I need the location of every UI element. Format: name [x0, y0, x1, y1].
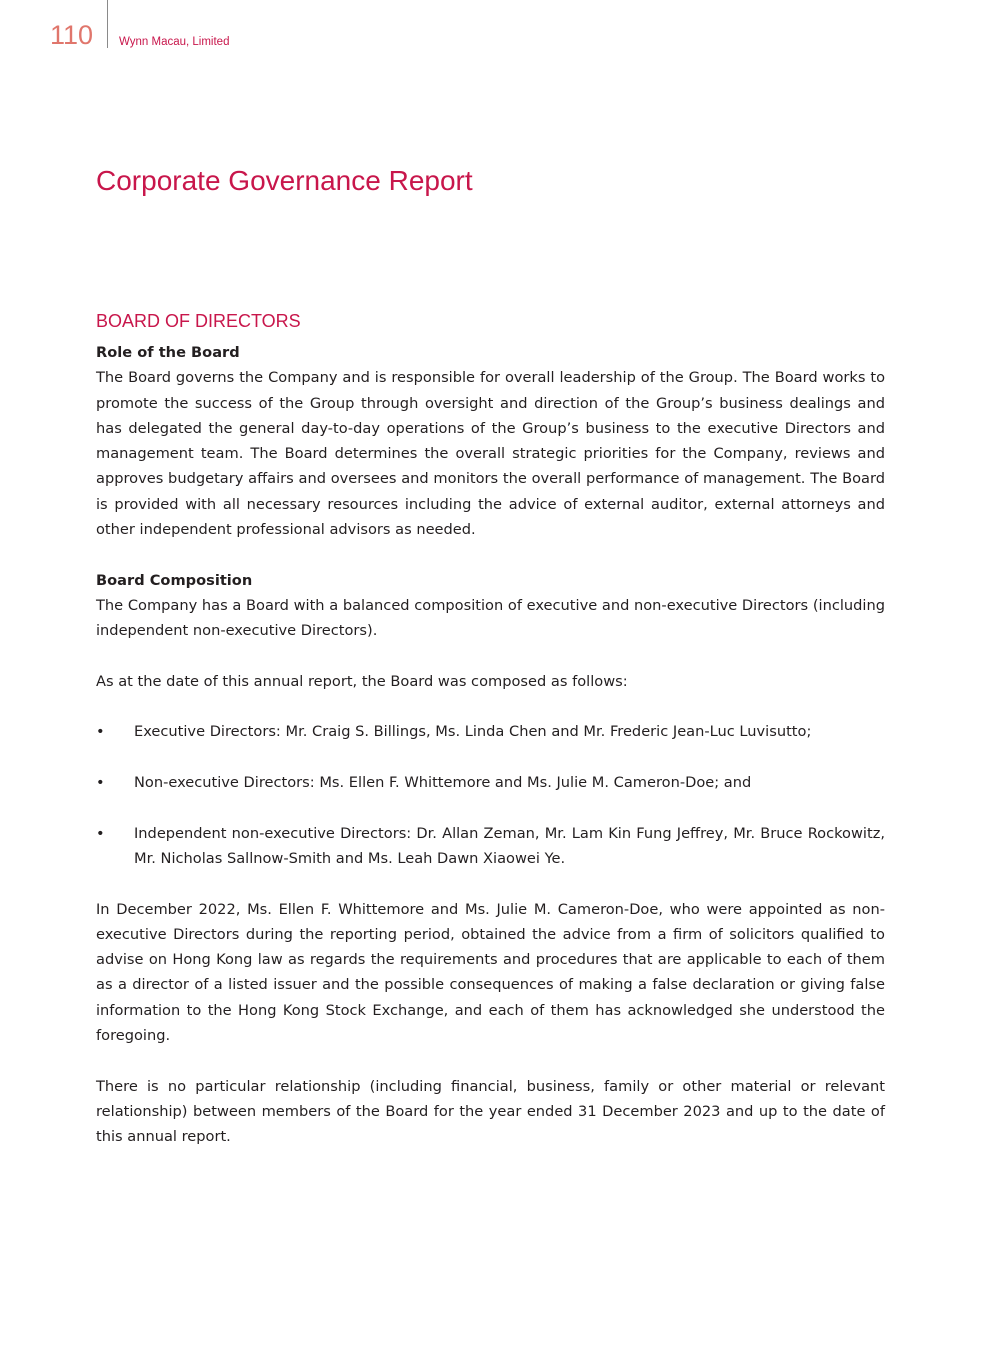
header-divider	[107, 0, 108, 48]
report-content	[96, 310, 885, 1175]
relationship-paragraph: There is no particular relationship (including financial, business, family or other material or relevant relationship) between members of the Board for the year ended 31 December 2023 and up to the date of this annual report.	[96, 1077, 885, 1146]
bullet-icon: •	[96, 723, 105, 741]
role-paragraph: The Board governs the Company and is responsible for overall leadership of the Group. The Board works to promote the success of the Group through oversight and direction of the Group’s business dealings and has delegated the general day-to-day operations of the Group’s business to the executive Directors and management team. The Board determines the overall strategic priorities for the Company, reviews and approves budgetary affairs and oversees and monitors the overall performance of management. The Board is provided with all necessary resources including the advice of external auditor, external attorneys and other independent professional advisors as needed.	[96, 369, 885, 539]
list-item-text: Independent non-executive Directors: Dr. Allan Zeman, Mr. Lam Kin Fung Jeffrey, Mr. Bruce Rockowitz, Mr. Nicholas Sallnow-Smith and Ms. Leah Dawn Xiaowei Ye.	[134, 824, 885, 867]
company-name: Wynn Macau, Limited	[119, 36, 230, 48]
composed-intro: As at the date of this annual report, the Board was composed as follows:	[96, 672, 628, 690]
list-item	[96, 719, 885, 744]
list-item-text: Non-executive Directors: Ms. Ellen F. Whittemore and Ms. Julie M. Cameron-Doe; and	[134, 774, 752, 792]
bullet-icon: •	[96, 774, 105, 792]
december-paragraph: In December 2022, Ms. Ellen F. Whittemore and Ms. Julie M. Cameron-Doe, who were appointed as non-executive Directors during the reporting period, obtained the advice from a firm of solicitors qualified to advise on Hong Kong law as regards the requirements and procedures that are applicable to each of them as a director of a listed issuer and the possible consequences of making a false declaration or giving false information to the Hong Kong Stock Exchange, and each of them has acknowledged she understood the foregoing.	[96, 900, 885, 1045]
bullet-icon: •	[96, 824, 105, 842]
page-number: 110	[50, 20, 94, 50]
section-heading: BOARD OF DIRECTORS	[96, 311, 301, 331]
list-item-text: Executive Directors: Mr. Craig S. Billings, Ms. Linda Chen and Mr. Frederic Jean-Luc Luvisutto;	[134, 723, 812, 741]
page-title: Corporate Governance Report	[96, 165, 473, 196]
role-heading: Role of the Board	[96, 344, 240, 361]
list-item	[96, 821, 885, 872]
composition-paragraph: The Company has a Board with a balanced composition of executive and non-executive Directors (including independent non-executive Directors).	[96, 596, 885, 640]
composition-heading: Board Composition	[96, 571, 253, 589]
list-item	[96, 770, 885, 795]
